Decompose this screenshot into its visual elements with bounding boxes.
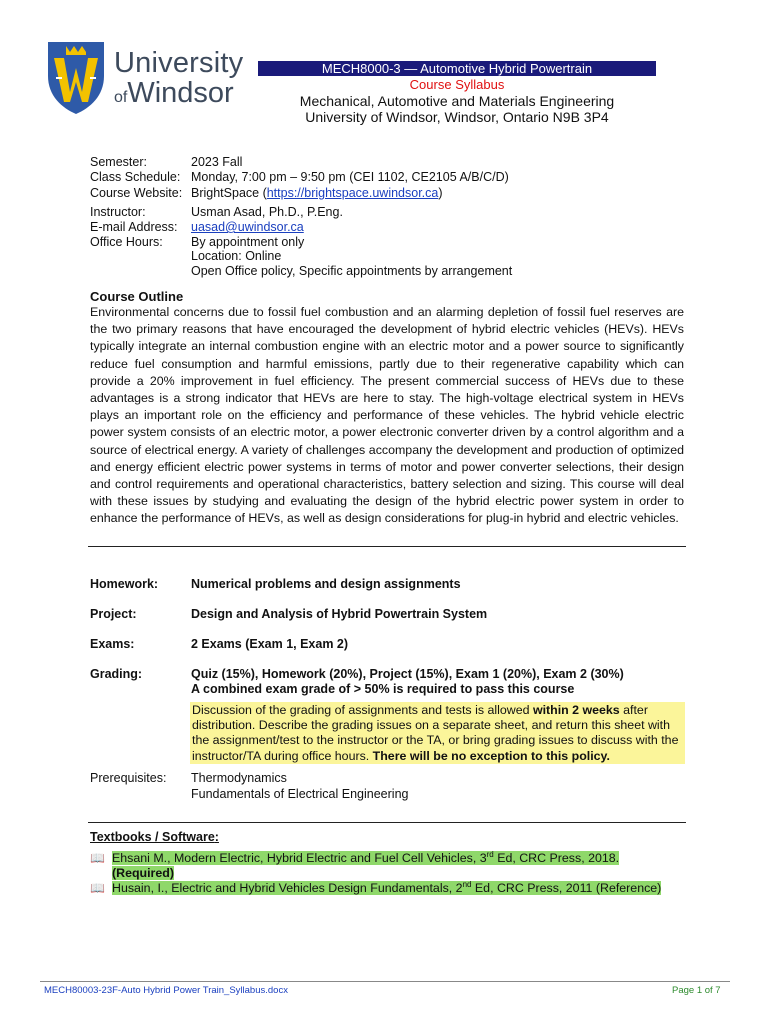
homework-value: Numerical problems and design assignments — [191, 577, 461, 591]
website-link[interactable]: https://brightspace.uwindsor.ca — [266, 186, 439, 200]
university-logo — [40, 36, 244, 120]
email-label: E-mail Address: — [90, 220, 178, 234]
footer-page-number: Page 1 of 7 — [672, 985, 721, 996]
grading-value: Quiz (15%), Homework (20%), Project (15%), Exam 1 (20%), Exam 2 (30%) — [191, 667, 624, 681]
footer-divider — [40, 981, 730, 982]
logo-of: of — [114, 89, 128, 106]
book2-edition: Ed, CRC Press, 2011 (Reference) — [471, 881, 662, 895]
policy-text-c: after distribution. Describe the grading issues on a separate sheet, and return this sheet with the assignment/test to the instructor or the TA, or bring grading issues to discuss with the instructor/TA during office hours. — [192, 703, 679, 763]
book-icon: 📖 — [90, 851, 105, 865]
textbook-2 — [112, 881, 661, 896]
divider — [88, 546, 686, 547]
instructor-value: Usman Asad, Ph.D., P.Eng. — [191, 205, 343, 219]
syllabus-subtitle: Course Syllabus — [409, 77, 505, 92]
textbook-1-title — [112, 851, 619, 865]
book1-sup: rd — [486, 849, 494, 859]
footer-filename: MECH80003-23F-Auto Hybrid Power Train_Syllabus.docx — [44, 985, 288, 996]
book-icon: 📖 — [90, 881, 105, 895]
grading-note: A combined exam grade of > 50% is required to pass this course — [191, 682, 575, 696]
exams-value: 2 Exams (Exam 1, Exam 2) — [191, 637, 349, 651]
project-value: Design and Analysis of Hybrid Powertrain System — [191, 607, 488, 621]
textbooks-heading — [90, 830, 219, 844]
website-prefix: BrightSpace ( — [191, 186, 267, 200]
department: Mechanical, Automotive and Materials Engineering — [299, 93, 615, 109]
grading-policy — [192, 703, 685, 764]
logo-wordmark — [114, 48, 243, 113]
book2-text: Husain, I., Electric and Hybrid Vehicles Design Fundamentals, 2 — [112, 881, 463, 895]
office-line3: Open Office policy, Specific appointments by arrangement — [191, 264, 513, 278]
course-outline-heading: Course Outline — [90, 289, 184, 304]
semester-value: 2023 Fall — [191, 155, 243, 169]
book2-sup: nd — [462, 879, 472, 889]
schedule-label: Class Schedule: — [90, 170, 181, 184]
office-label: Office Hours: — [90, 235, 163, 249]
policy-text-a: Discussion of the grading of assignments and tests is allowed — [192, 703, 533, 717]
policy-text-d: There will be no exception to this policy. — [372, 748, 610, 763]
website-value — [191, 186, 443, 200]
homework-label: Homework: — [90, 577, 159, 591]
textbook-2-title — [112, 881, 661, 895]
prerequisites-label: Prerequisites: — [90, 771, 167, 785]
textbooks-colon: : — [214, 830, 219, 844]
office-line2: Location: Online — [191, 249, 282, 263]
textbook-1 — [112, 851, 619, 881]
logo-windsor: Windsor — [127, 77, 234, 109]
policy-text-b: within 2 weeks — [532, 703, 620, 717]
semester-label: Semester: — [90, 155, 147, 169]
exams-label: Exams: — [90, 637, 135, 651]
address: University of Windsor, Windsor, Ontario N9B 3P4 — [305, 109, 609, 125]
course-outline-body: Environmental concerns due to fossil fuel combustion and an alarming depletion of fossil fuel reserves are the two primary reasons that have encouraged the development of hybrid electric vehicles (HEVs). HEVs typically integrate an internal combustion engine with an electric motor and a power source to significantly reduce fuel consumption and harmful emissions, partly due to their regenerative capability which can provide a 20% improvement in fuel efficiency. The present commercial success of HEVs due to these advantages is a strong indicator that HEVs are here to stay. The high-voltage electrical system in HEVs plays an important role on the efficiency and performance of these vehicles. The hybrid vehicle electric power system consists of an electric motor, a power electronic converter driven by a control algorithm and a source of electrical energy. A variety of challenges accompany the development and production of optimized and energy efficient electric power systems in terms of motor and power converter selections, their design and control requirements and operational characteristics, battery selection and sizing. This course will deal with these issues by studying and evaluating the design of the hybrid electric power system in order to enhance the performance of HEVs, as well as design considerations for plug-in hybrid and electric vehicles. — [90, 305, 684, 526]
grading-label: Grading: — [90, 667, 143, 681]
logo-line1: University — [114, 47, 244, 79]
schedule-value: Monday, 7:00 pm – 9:50 pm (CEI 1102, CE2105 A/B/C/D) — [191, 170, 509, 184]
prerequisite-2: Fundamentals of Electrical Engineering — [191, 787, 409, 801]
shield-icon — [44, 38, 108, 116]
logo-line2 — [114, 78, 243, 113]
website-suffix: ) — [438, 186, 443, 200]
email-link[interactable]: uasad@uwindsor.ca — [191, 220, 304, 234]
prerequisite-1: Thermodynamics — [191, 771, 287, 785]
book1-text: Ehsani M., Modern Electric, Hybrid Electric and Fuel Cell Vehicles, 3 — [112, 851, 487, 865]
project-label: Project: — [90, 607, 137, 621]
course-title: MECH8000-3 — Automotive Hybrid Powertrain — [258, 61, 656, 76]
textbooks-heading-text: Textbooks / Software — [90, 830, 215, 844]
instructor-label: Instructor: — [90, 205, 146, 219]
website-label: Course Website: — [90, 186, 183, 200]
divider — [88, 822, 686, 823]
office-line1: By appointment only — [191, 235, 305, 249]
textbook-1-required: (Required) — [112, 866, 174, 880]
book1-edition: Ed, CRC Press, 2018. — [493, 851, 620, 865]
